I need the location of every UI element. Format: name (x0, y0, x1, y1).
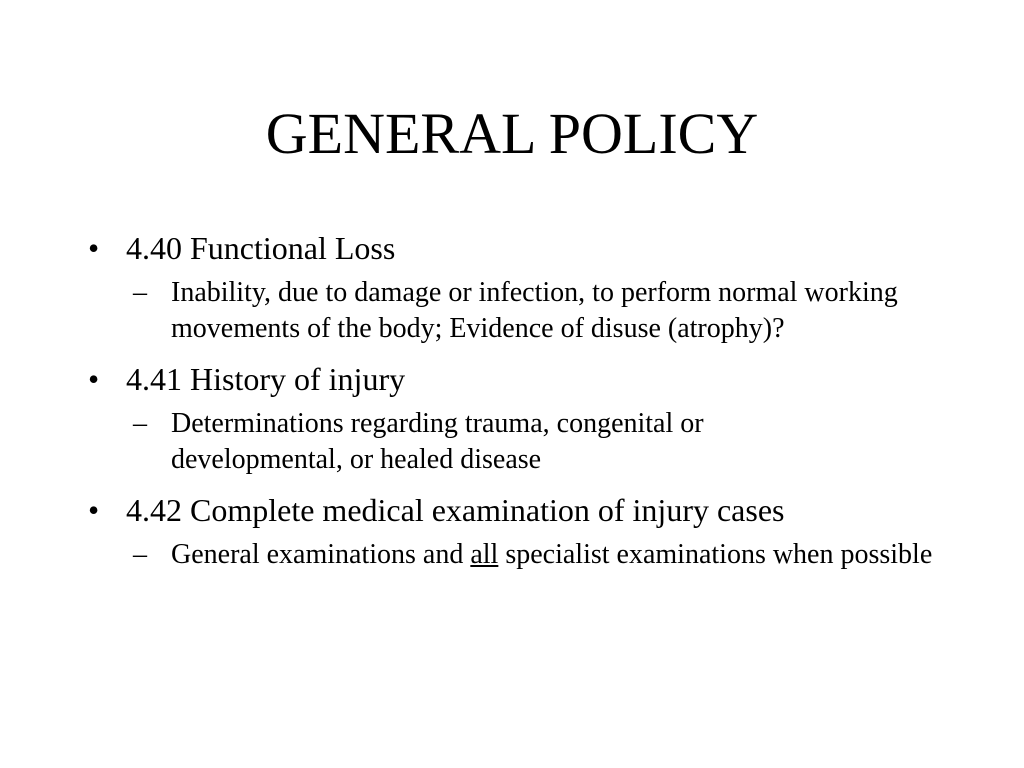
sub-bullet-marker: – (133, 539, 147, 570)
bullet-heading: 4.40 Functional Loss (126, 230, 396, 266)
slide-title: GENERAL POLICY (265, 101, 759, 166)
sub-bullet-marker: – (133, 408, 147, 439)
bullet-heading: 4.41 History of injury (126, 361, 406, 397)
sub-bullet-marker: – (133, 277, 147, 308)
bullet-item (88, 357, 948, 402)
bullet-marker: • (88, 492, 100, 528)
bullet-marker: • (88, 361, 100, 397)
slide-body (88, 226, 948, 573)
bullet-item (88, 226, 948, 271)
sub-bullet-text: Inability, due to damage or infection, to perform normal working movements of the body; Evidence of disuse (atrophy)? (171, 277, 898, 344)
bullet-heading: 4.42 Complete medical examination of injury cases (126, 492, 785, 528)
sub-bullet-text-part: specialist examinations when possible (498, 539, 933, 570)
sub-bullet-text-part: General examinations and (171, 539, 471, 570)
sub-bullet-text: Determinations regarding trauma, congenital or developmental, or healed disease (171, 408, 704, 475)
sub-bullet-item (133, 537, 951, 573)
bullet-item (88, 488, 948, 533)
sub-bullet-item (133, 275, 946, 347)
sub-bullet-item (133, 406, 871, 478)
bullet-marker: • (88, 230, 100, 266)
underlined-word: all (470, 539, 499, 570)
